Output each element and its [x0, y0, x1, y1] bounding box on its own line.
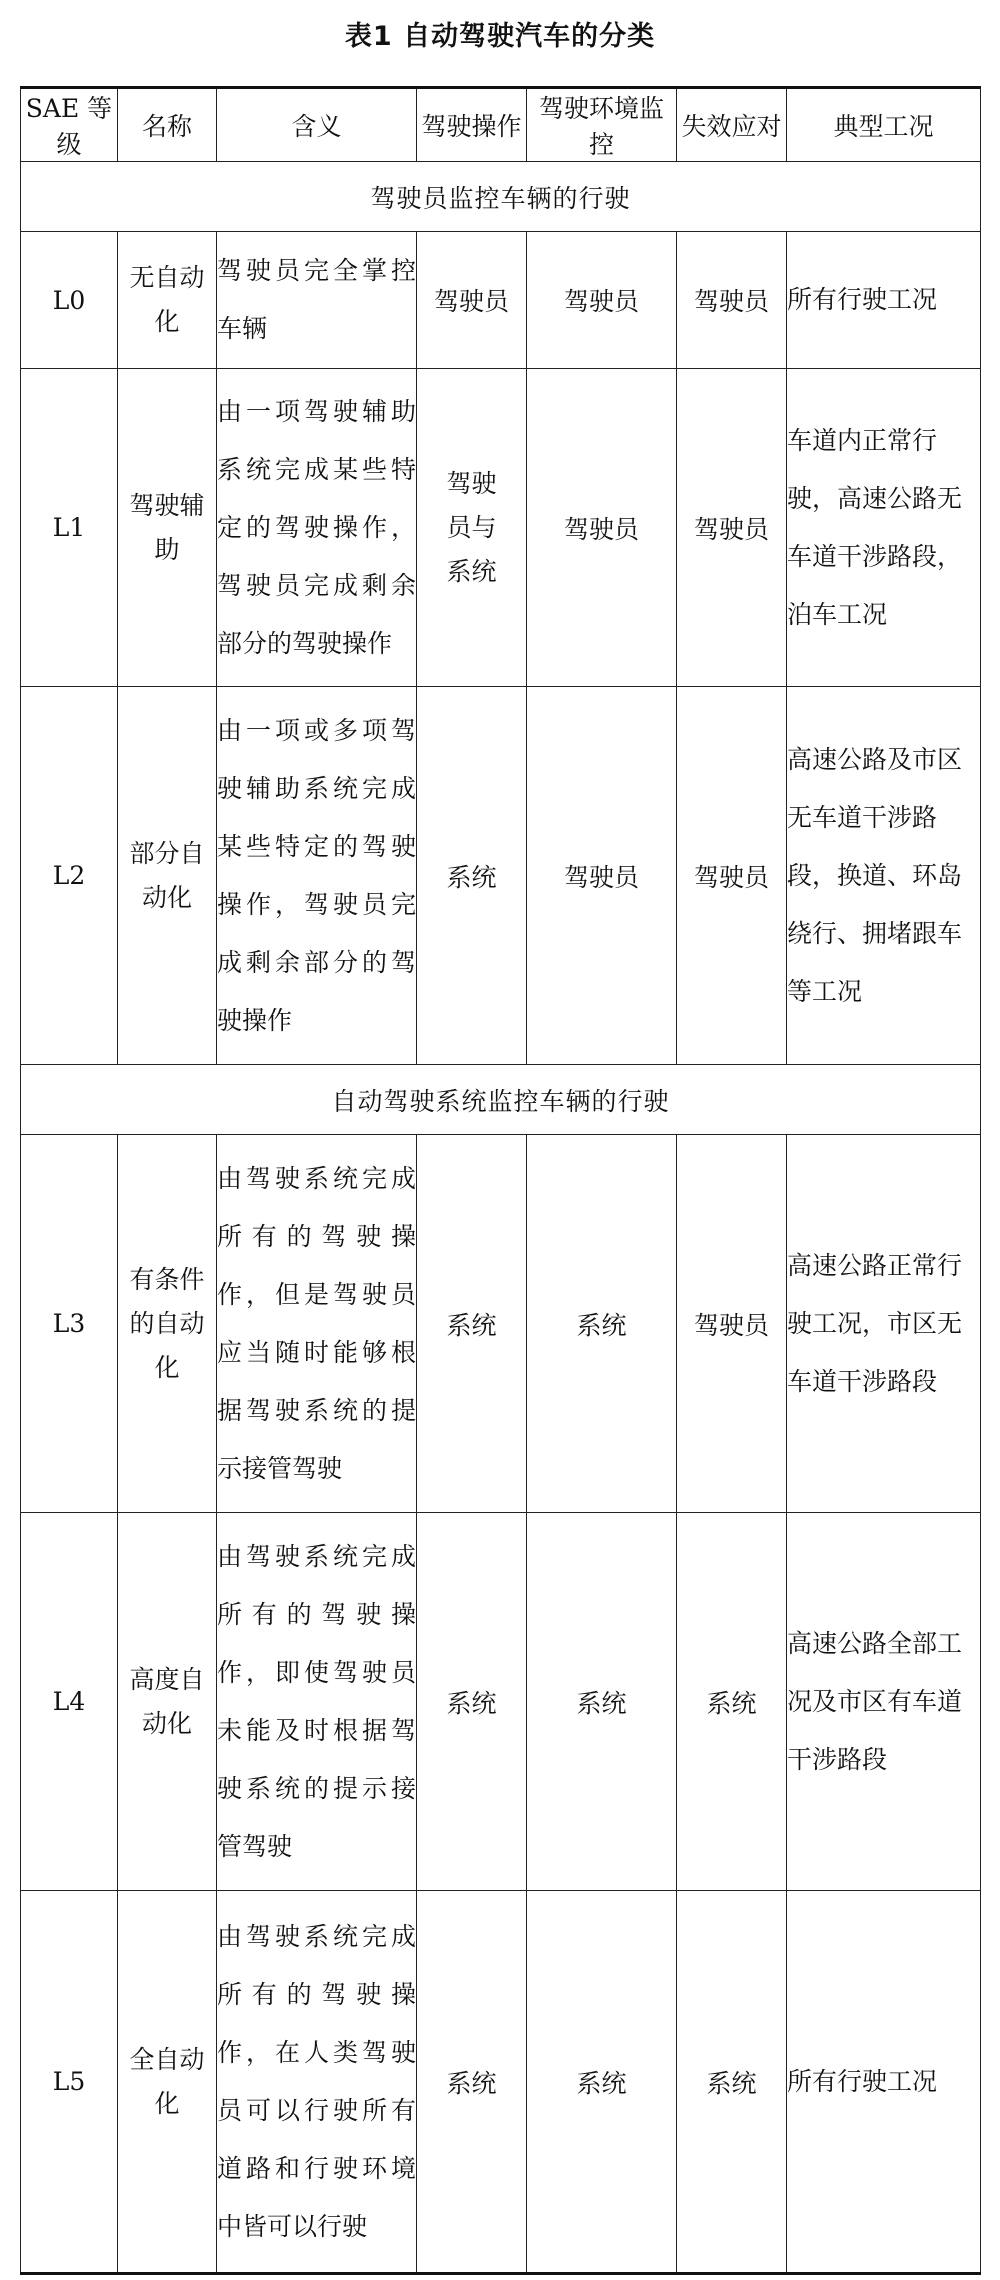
table-row — [21, 1891, 981, 2274]
meaning-cell: 由驾驶系统完成所有的驾驶操作，但是驾驶员应当随时能够根据驾驶系统的提示接管驾驶 — [217, 1135, 417, 1513]
header-meaning: 含义 — [217, 88, 417, 162]
table-row — [21, 687, 981, 1065]
level-cell: L4 — [21, 1513, 118, 1891]
operation-cell: 驾驶员与系统 — [417, 369, 527, 687]
name-cell: 部分自动化 — [118, 687, 217, 1065]
conditions-cell: 车道内正常行驶，高速公路无车道干涉路段，泊车工况 — [787, 369, 981, 687]
meaning-cell: 由一项或多项驾驶辅助系统完成某些特定的驾驶操作，驾驶员完成剩余部分的驾驶操作 — [217, 687, 417, 1065]
fallback-cell: 驾驶员 — [677, 1135, 787, 1513]
section-label: 驾驶员监控车辆的行驶 — [21, 162, 981, 232]
fallback-cell: 驾驶员 — [677, 369, 787, 687]
conditions-cell: 高速公路及市区无车道干涉路段，换道、环岛绕行、拥堵跟车等工况 — [787, 687, 981, 1065]
section-row — [21, 162, 981, 232]
header-conditions: 典型工况 — [787, 88, 981, 162]
operation-cell: 系统 — [417, 1513, 527, 1891]
section-row — [21, 1065, 981, 1135]
name-cell: 全自动化 — [118, 1891, 217, 2274]
monitoring-cell: 系统 — [527, 1513, 677, 1891]
level-cell: L5 — [21, 1891, 118, 2274]
table-title: 表1 自动驾驶汽车的分类 — [344, 21, 656, 52]
header-name: 名称 — [118, 88, 217, 162]
operation-cell: 驾驶员 — [417, 232, 527, 369]
level-cell: L1 — [21, 369, 118, 687]
conditions-cell: 所有行驶工况 — [787, 232, 981, 369]
conditions-cell: 所有行驶工况 — [787, 1891, 981, 2274]
header-monitoring: 驾驶环境监控 — [527, 88, 677, 162]
name-cell: 驾驶辅助 — [118, 369, 217, 687]
table-row — [21, 369, 981, 687]
section-label: 自动驾驶系统监控车辆的行驶 — [21, 1065, 981, 1135]
operation-cell: 系统 — [417, 1891, 527, 2274]
level-cell: L2 — [21, 687, 118, 1065]
table-row — [21, 1135, 981, 1513]
monitoring-cell: 驾驶员 — [527, 687, 677, 1065]
header-row — [21, 88, 981, 162]
meaning-cell: 由一项驾驶辅助系统完成某些特定的驾驶操作，驾驶员完成剩余部分的驾驶操作 — [217, 369, 417, 687]
table-row — [21, 232, 981, 369]
header-fallback: 失效应对 — [677, 88, 787, 162]
monitoring-cell: 系统 — [527, 1891, 677, 2274]
monitoring-cell: 驾驶员 — [527, 369, 677, 687]
meaning-cell: 驾驶员完全掌控车辆 — [217, 232, 417, 369]
name-cell: 无自动化 — [118, 232, 217, 369]
meaning-cell: 由驾驶系统完成所有的驾驶操作，在人类驾驶员可以行驶所有道路和行驶环境中皆可以行驶 — [217, 1891, 417, 2274]
operation-cell: 系统 — [417, 1135, 527, 1513]
fallback-cell: 系统 — [677, 1891, 787, 2274]
sae-classification-table — [20, 86, 981, 2275]
name-cell: 高度自动化 — [118, 1513, 217, 1891]
fallback-cell: 驾驶员 — [677, 232, 787, 369]
meaning-cell: 由驾驶系统完成所有的驾驶操作，即使驾驶员未能及时根据驾驶系统的提示接管驾驶 — [217, 1513, 417, 1891]
level-cell: L0 — [21, 232, 118, 369]
level-cell: L3 — [21, 1135, 118, 1513]
header-level: SAE 等级 — [21, 88, 118, 162]
conditions-cell: 高速公路正常行驶工况，市区无车道干涉路段 — [787, 1135, 981, 1513]
fallback-cell: 系统 — [677, 1513, 787, 1891]
operation-cell: 系统 — [417, 687, 527, 1065]
conditions-cell: 高速公路全部工况及市区有车道干涉路段 — [787, 1513, 981, 1891]
fallback-cell: 驾驶员 — [677, 687, 787, 1065]
table-row — [21, 1513, 981, 1891]
monitoring-cell: 系统 — [527, 1135, 677, 1513]
monitoring-cell: 驾驶员 — [527, 232, 677, 369]
header-operation: 驾驶操作 — [417, 88, 527, 162]
name-cell: 有条件的自动化 — [118, 1135, 217, 1513]
